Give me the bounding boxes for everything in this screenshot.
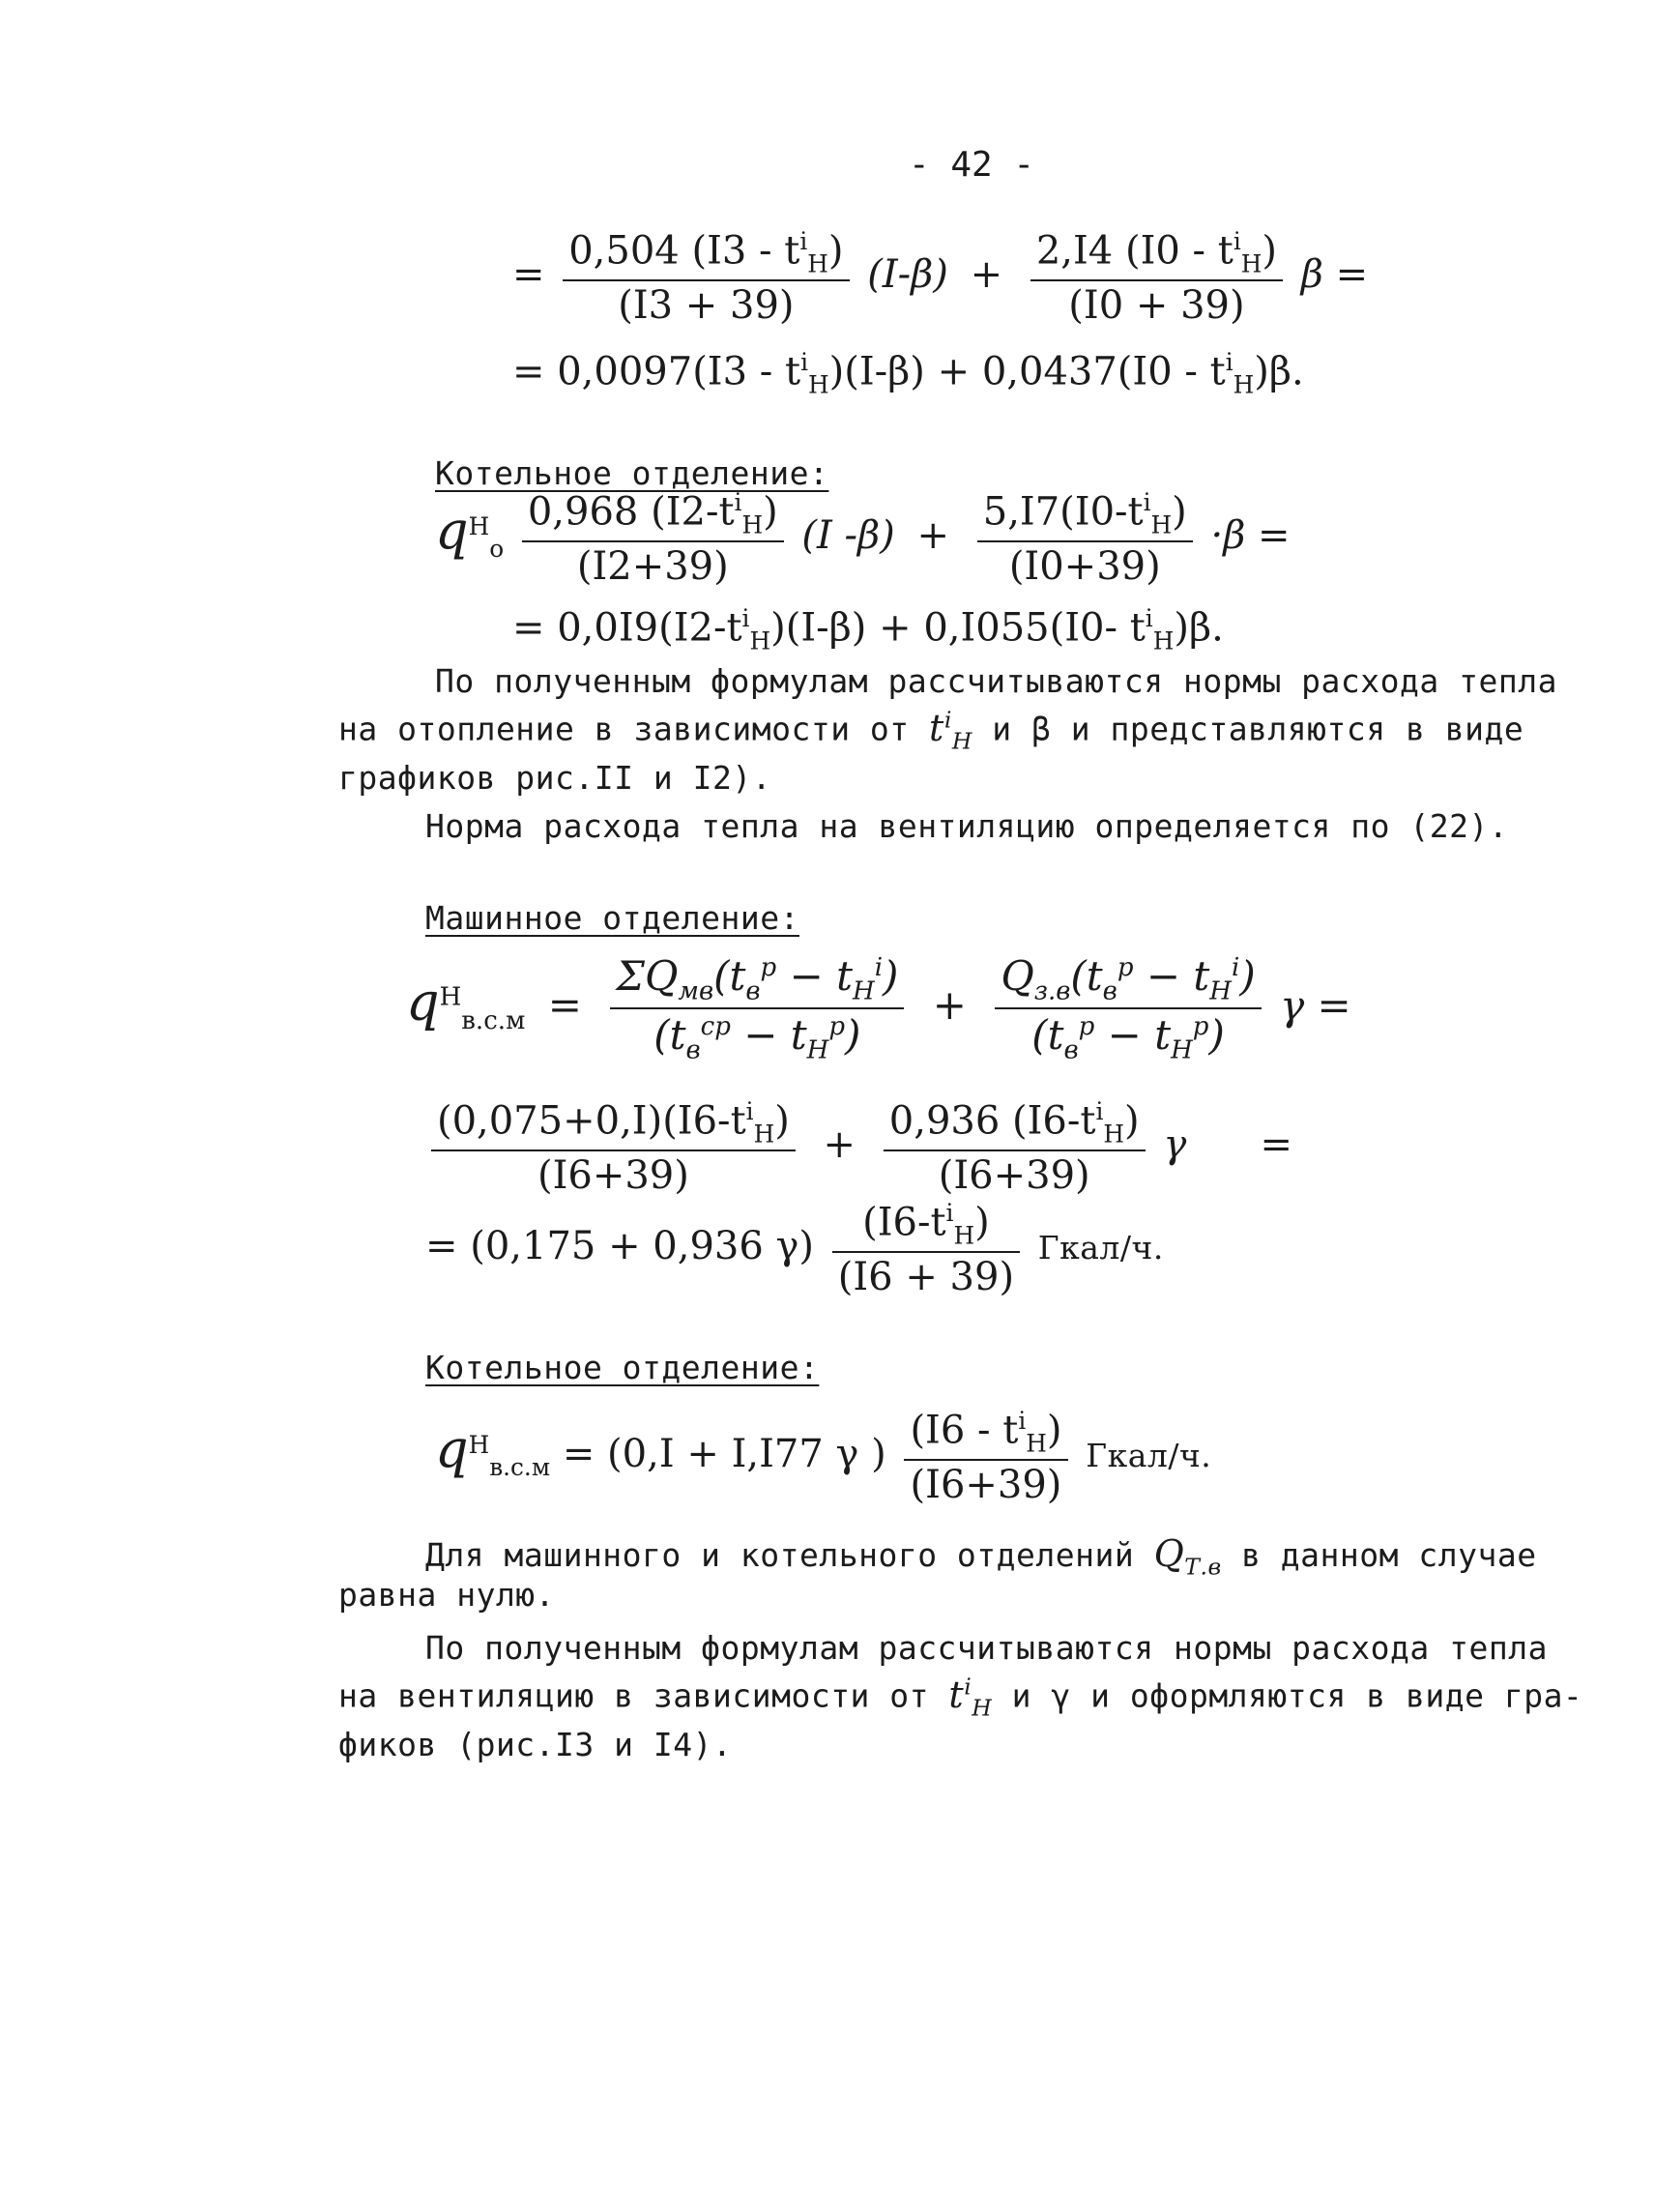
factor-2: ·β = (1210, 513, 1291, 559)
equation-top-line-2: = $0,0097(I3 - t^i_H)(I-\beta) + 0,0437(I0 - t^i_H)\beta$. (512, 348, 1304, 399)
fraction-2 (1030, 227, 1283, 328)
paragraph-2-line-4: на вентиляцию в зависимости от $t^i_H$ и γ и оформляются в виде гра- (338, 1673, 1583, 1722)
fraction-boiler-2: $\frac{(I6 - t^i_H)}{(I6+39)}$ (904, 1407, 1067, 1507)
fraction-1-numerator: 0,504 $(I3 - t^i_H)$ (563, 227, 849, 281)
q-symbol: q (406, 971, 440, 1033)
fraction-1 (563, 227, 849, 328)
fraction-machine-a: $\frac{\Sigma Q_{мв}(t_в^р - t_Н^i)}{(t_в^{ср} - t_Н^р)}$ (610, 952, 904, 1065)
factor-2: β = (1300, 252, 1369, 298)
fraction-1-denominator: (I3 + 39) (618, 283, 795, 329)
factor-1: (I -β) (801, 513, 895, 559)
page-number: - 42 - (909, 145, 1035, 185)
equation-top-line-1 (512, 227, 1368, 328)
unit-label: Гкал/ч. (1086, 1437, 1212, 1475)
section-heading-boiler-1: Котельное отделение: (435, 454, 829, 492)
fraction-2-numerator: 2,I4 $(I0 - t^i_H)$ (1030, 227, 1283, 281)
equation-machine-line-1: $q^H_{в.с.м}$ = $\frac{\Sigma Q_{мв}(t_в^р - t_Н^i)}{(t_в^{ср} - t_Н^р)}$ + $\frac{Q_{з.в}(t_в^р - t_Н^i)}{(t_в^р - t_Н^р)}$ γ = (406, 952, 1351, 1065)
unit-label: Гкал/ч. (1037, 1229, 1164, 1267)
fraction-machine-b: $\frac{Q_{з.в}(t_в^р - t_Н^i)}{(t_в^р - t_Н^р)}$ (995, 952, 1261, 1065)
q-symbol: q (435, 500, 469, 562)
q-symbol: q (435, 1418, 469, 1480)
paragraph-2-line-2: равна нулю. (338, 1576, 556, 1614)
fraction-boiler-1-b (977, 488, 1193, 589)
equation-machine-line-2: $\frac{(0,075+0,I)(I6-t^i_H)}{(I6+39)}$ + $\frac{0,936 (I6-t^i_H)}{(I6+39)}$ γ = (425, 1097, 1292, 1198)
paragraph-1-line-1: По полученным формулам рассчитываются нормы расхода тепла (435, 662, 1557, 700)
fraction-boiler-1-b-numerator: $5,I7(I0-t^i_H)$ (977, 488, 1193, 542)
fraction-boiler-1-a-denominator: (I2+39) (576, 544, 729, 590)
equation-machine-line-3: = (0,175 + 0,936 γ) $\frac{(I6-t^i_H)}{(I6 + 39)}$ Гкал/ч. (425, 1199, 1164, 1300)
section-heading-boiler-2: Котельное отделение: (425, 1349, 820, 1386)
equals-sign: = (512, 252, 545, 298)
paragraph-1-line-4: Норма расхода тепла на вентиляцию определяется по (22). (425, 807, 1509, 845)
paragraph-2-line-1: Для машинного и котельного отделений $Q_{Т.в}$ в данном случае (425, 1532, 1537, 1581)
paragraph-2-line-3: По полученным формулам рассчитываются нормы расхода тепла (425, 1629, 1548, 1667)
fraction-boiler-1-a (522, 488, 784, 589)
fraction-boiler-1-b-denominator: (I0+39) (1008, 544, 1161, 590)
fraction-2-denominator: (I0 + 39) (1068, 283, 1245, 329)
plus-sign: + (916, 513, 950, 559)
fraction-boiler-1-a-numerator: 0,968 $(I2-t^i_H)$ (522, 488, 784, 542)
equation-boiler-2: $q^H_{в.с.м} = (0,I + I,I77$ γ ) $\frac{(I6 - t^i_H)}{(I6+39)}$ Гкал/ч. (435, 1407, 1212, 1508)
fraction-machine-e: $\frac{(I6-t^i_H)}{(I6 + 39)}$ (832, 1199, 1020, 1299)
section-heading-machine: Машинное отделение: (425, 899, 799, 937)
fraction-machine-c: $\frac{(0,075+0,I)(I6-t^i_H)}{(I6+39)}$ (431, 1097, 796, 1198)
fraction-machine-d: $\frac{0,936 (I6-t^i_H)}{(I6+39)}$ (884, 1097, 1146, 1198)
paragraph-2-line-5: фиков (рис.I3 и I4). (338, 1726, 733, 1763)
paragraph-1-line-3: графиков рис.II и I2). (338, 759, 772, 797)
equation-boiler-1-line-1: $q^H_o$ $\frac{0,968 (I2-t^i_H)}{(I2+39)}$ (I -β) + $\frac{5,I7(I0-t^i_H)}{(I0+39)}$ ·β = (435, 488, 1291, 590)
factor-1: (I-β) (867, 252, 948, 298)
paragraph-1-line-2: на отопление в зависимости от $t^i_H$ и β и представляются в виде (338, 706, 1524, 755)
plus-sign: + (970, 252, 1003, 298)
equation-boiler-1-line-2: = $0,0I9(I2-t^i_H)(I-\beta) + 0,I055(I0-$ $t^i_H)\beta$. (512, 604, 1224, 655)
